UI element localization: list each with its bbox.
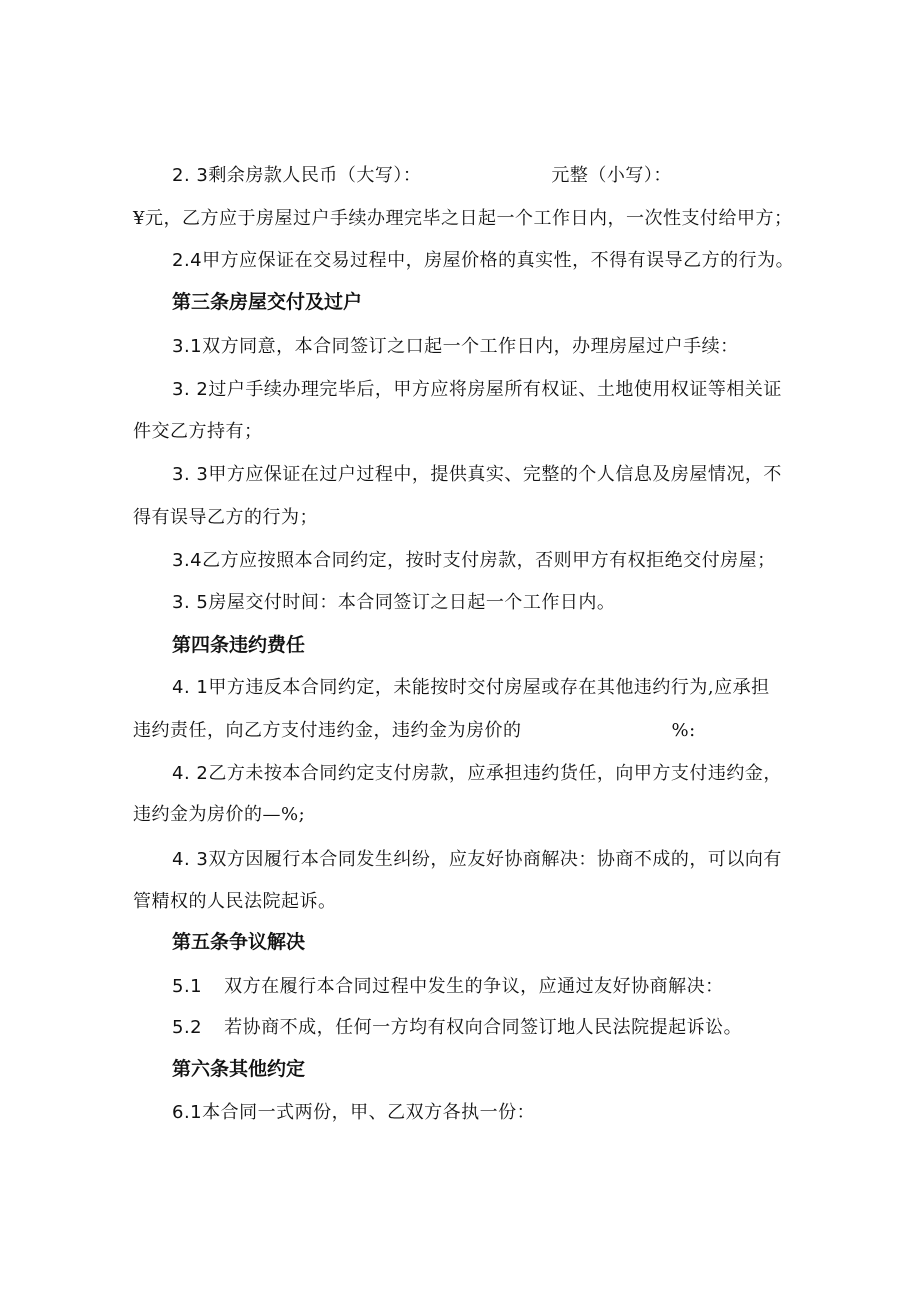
- clause-number: 3.4: [172, 550, 203, 571]
- clause-text: 双方在履行本合同过程中发生的争议，应通过友好协商解决：: [224, 976, 724, 997]
- clause-2-4: [172, 249, 794, 273]
- section-heading-4: 第四条违约费任: [172, 634, 306, 656]
- clause-number: 3. 3: [172, 464, 209, 485]
- clause-text: 过户手续办理完毕后，甲方应将房屋所有权证、土地使用权证等相关证: [208, 379, 782, 400]
- clause-text: 双方同意，本合同签订之口起一个工作日内，办理房屋过户手续：: [202, 336, 739, 357]
- section-heading-6: 第六条其他约定: [172, 1058, 306, 1080]
- section-heading-3: 第三条房屋交付及过户: [172, 291, 363, 313]
- clause-text: 违约责任，向乙方支付违约金，违约金为房价的: [133, 720, 522, 741]
- clause-3-1: [172, 335, 739, 359]
- clause-4-2-continued: 违约金为房价的—%;: [133, 804, 306, 825]
- clause-text: 若协商不成，任何一方均有权向合同签订地人民法院提起诉讼。: [224, 1017, 743, 1038]
- clause-2-3: [172, 164, 672, 188]
- clause-text: 甲方应保证在交易过程中，房屋价格的真实性，不得有误导乙方的行为。: [202, 250, 795, 271]
- clause-text: 甲方应保证在过户过程中，提供真实、完整的个人信息及房屋情况，不: [208, 464, 782, 485]
- clause-3-5: [172, 591, 615, 615]
- clause-5-1: [172, 975, 724, 999]
- clause-4-1: [172, 676, 770, 700]
- clause-5-2: [172, 1016, 742, 1040]
- clause-4-3-continued: 管精权的人民法院起诉。: [133, 891, 337, 912]
- clause-6-1: [172, 1101, 535, 1125]
- clause-text: 双方因履行本合同发生纠纷，应友好协商解决：协商不成的，可以向有: [208, 849, 782, 870]
- clause-number: 2.4: [172, 250, 203, 271]
- clause-number: 4. 1: [172, 677, 209, 698]
- clause-number: 3. 5: [172, 592, 209, 613]
- section-heading-5: 第五条争议解决: [172, 931, 306, 953]
- clause-3-2: [172, 378, 782, 402]
- clause-number: 4. 2: [172, 763, 209, 784]
- clause-3-2-continued: 件交乙方持有；: [133, 421, 263, 442]
- clause-number: 5.1: [172, 976, 203, 997]
- clause-2-3-continued: ¥元，乙方应于房屋过户手续办理完毕之日起一个工作日内，一次性支付给甲方；: [133, 208, 793, 229]
- clause-text: 乙方未按本合同约定支付房款，应承担违约货任，向甲方支付违约金，: [208, 763, 782, 784]
- clause-text: 乙方应按照本合同约定，按时支付房款，否则甲方有权拒绝交付房屋；: [202, 550, 776, 571]
- clause-number: 4. 3: [172, 849, 209, 870]
- clause-number: 3.1: [172, 336, 203, 357]
- clause-4-2: [172, 762, 782, 786]
- clause-text-continued: 元整（小写）：: [551, 165, 672, 186]
- clause-number: 5.2: [172, 1017, 203, 1038]
- clause-text: 房屋交付时间：本合同签订之日起一个工作日内。: [208, 592, 616, 613]
- clause-4-1-continued: [133, 719, 696, 743]
- clause-number: 6.1: [172, 1102, 203, 1123]
- clause-text: 甲方违反本合同约定，未能按时交付房屋或存在其他违约行为,应承担: [208, 677, 770, 698]
- clause-text-end: %:: [671, 720, 696, 741]
- clause-number: 2. 3: [172, 165, 209, 186]
- clause-3-3-continued: 得有误导乙方的行为；: [133, 507, 318, 528]
- clause-text: 本合同一式两份，甲、乙双方各执一份：: [202, 1102, 536, 1123]
- clause-text: 剩余房款人民币（大写）：: [208, 165, 422, 186]
- clause-3-3: [172, 463, 782, 487]
- clause-number: 3. 2: [172, 379, 209, 400]
- clause-4-3: [172, 848, 782, 872]
- clause-3-4: [172, 549, 776, 573]
